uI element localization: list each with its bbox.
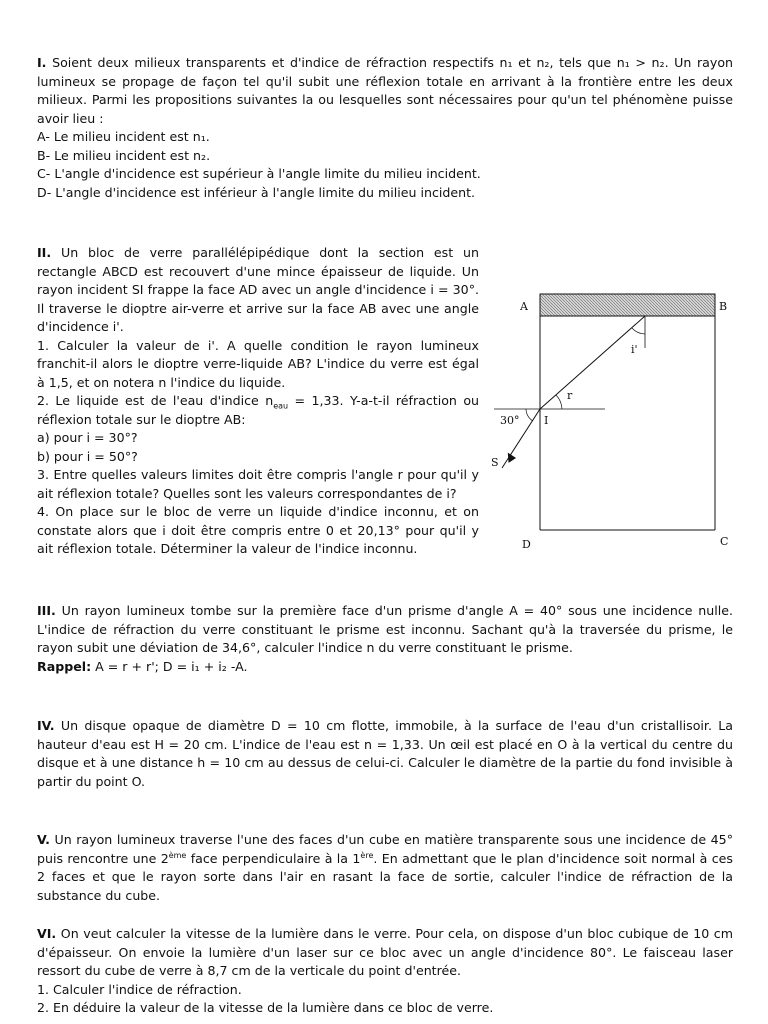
angle-iprime-arc — [632, 328, 645, 334]
exercise-5-text-b: face perpendiculaire à la 1 — [186, 850, 361, 866]
exercise-6-question-2: 2. En déduire la valeur de la vitesse de la lumière dans ce bloc de verre. — [37, 1000, 494, 1015]
exercise-6-statement — [37, 925, 733, 981]
q2-text-a: 2. Le liquide est de l'eau d'indice n — [37, 393, 274, 408]
label-angle-30: 30° — [500, 414, 520, 427]
exercise-6-question-1: 1. Calculer l'indice de réfraction. — [37, 981, 242, 997]
label-r: r — [567, 389, 573, 402]
q2-subscript: eau — [273, 401, 289, 411]
option-b: B- Le milieu incident est n₂. — [37, 147, 211, 163]
exercise-2-question-3: 3. Entre quelles valeurs limites doit être compris l'angle r pour qu'il y ait réflexion totale? Quelles sont les valeurs correspondantes de i? — [37, 467, 479, 501]
label-i: I — [544, 414, 549, 427]
exercise-1-statement — [37, 54, 733, 128]
rappel-text: A = r + r'; D = i₁ + i₂ -A. — [91, 658, 248, 674]
exercise-3 — [37, 602, 733, 676]
exercise-3-statement — [37, 602, 733, 658]
exercise-5-sup-2: ère — [360, 850, 374, 860]
exercise-5 — [37, 831, 733, 905]
exercise-1 — [37, 54, 733, 202]
incident-arrow-icon — [504, 450, 516, 462]
exercise-6-text: On veut calculer la vitesse de la lumière dans le verre. Pour cela, on dispose d'un bloc cubique de 10 cm d'épaisseur. On envoie la lumière d'un laser sur ce bloc avec un angle d'incidence 80°. Le faisceau laser ressort du cube de verre à 8,7 cm de la verticale du point d'entrée. — [37, 926, 733, 978]
exercise-2-intro — [37, 244, 479, 337]
rappel-label: Rappel: — [37, 658, 92, 674]
exercise-5-statement — [37, 831, 733, 905]
option-d: D- L'angle d'incidence est inférieur à l'angle limite du milieu incident. — [37, 184, 476, 200]
exercise-1-text: Soient deux milieux transparents et d'indice de réfraction respectifs n₁ et n₂, tels que n₁ > n₂. Un rayon lumineux se propage de façon tel qu'il subit une réflexion totale en arrivant à la frontière entre les deux milieux. Parmi les propositions suivantes la ou lesquelles sont nécessaires pour qu'un tel phénomène puisse avoir lieu : — [37, 55, 733, 126]
liquid-layer — [540, 294, 715, 316]
label-b: B — [719, 300, 728, 313]
q2-item-b: b) pour i = 50°? — [37, 448, 138, 464]
option-c: C- L'angle d'incidence est supérieur à l'angle limite du milieu incident. — [37, 166, 481, 181]
exercise-4-statement — [37, 717, 733, 791]
angle-r-arc — [556, 395, 562, 409]
exercise-4-number: IV. — [37, 718, 55, 733]
label-c: C — [720, 535, 729, 548]
exercise-2-question-1: 1. Calculer la valeur de i'. A quelle condition le rayon lumineux franchit-il alors le dioptre verre-liquide AB? L'indice du verre est égal à 1,5, et on notera n l'indice du liquide. — [37, 337, 479, 390]
q2-text-b: = 1,33. Y-a-t-il réfraction ou réflexion totale sur le dioptre AB: — [37, 393, 480, 427]
exercise-2-question-4: 4. On place sur le bloc de verre un liquide d'indice inconnu, et on constate alors que i doit être compris entre 0 et 20,13° pour qu'il y ait réflexion totale. Déterminer la valeur de l'indice inconnu. — [37, 504, 479, 556]
glass-block-diagram — [490, 290, 750, 560]
exercise-2-intro-text: Un bloc de verre parallélépipédique dont la section est un rectangle ABCD est recouvert d'une mince épaisseur de liquide. Un rayon incident SI frappe la face AD avec un angle d'incidence i = 30°. Il traverse le dioptre air-verre et arrive sur la face AB avec une angle d'incidence i'. — [37, 245, 479, 334]
exercise-5-text-a: Un rayon lumineux traverse l'une des faces d'un cube en matière transparente sous une incidence de 45° puis rencontre une 2 — [37, 832, 733, 866]
exercise-3-number: III. — [37, 603, 56, 618]
exercise-2-number: II. — [37, 245, 52, 260]
label-d: D — [522, 538, 531, 551]
exercise-6 — [37, 925, 733, 1018]
exercise-2 — [37, 244, 479, 559]
exercise-5-text-c: . En admettant que le plan d'incidence soit normal à ces 2 faces et que le rayon sorte dans l'air en rasant la face de sortie, calculer l'indice de réfraction de la substance du cube. — [37, 850, 733, 903]
exercise-5-sup-1: ème — [168, 850, 187, 860]
exercise-2-question-2 — [37, 392, 479, 429]
exercise-6-number: VI. — [37, 926, 57, 941]
exercise-5-number: V. — [37, 832, 50, 847]
q2-item-a: a) pour i = 30°? — [37, 430, 138, 445]
refracted-ray — [540, 316, 645, 409]
exercise-4-text: Un disque opaque de diamètre D = 10 cm flotte, immobile, à la surface de l'eau d'un cristallisoir. La hauteur d'eau est H = 20 cm. L'indice de l'eau est n = 1,33. Un œil est placé en O à la vertical du centre du disque et à une distance h = 10 cm au dessus de celui-ci. Calculer le diamètre de la partie du fond invisible à partir du point O. — [37, 718, 733, 789]
angle-30-arc — [526, 409, 533, 421]
exercise-4 — [37, 717, 733, 791]
rappel — [37, 658, 733, 677]
option-a: A- Le milieu incident est n₁. — [37, 129, 210, 144]
exercise-3-text: Un rayon lumineux tombe sur la première face d'un prisme d'angle A = 40° sous une incidence nulle. L'indice de réfraction du verre constituant le prisme est inconnu. Sachant qu'à la traversée du prisme, le rayon subit une déviation de 34,6°, calculer l'indice n du verre constituant le prisme. — [37, 603, 733, 655]
exercise-1-number: I. — [37, 55, 47, 70]
label-a: A — [520, 300, 528, 313]
label-s: S — [491, 456, 499, 469]
label-iprime: i' — [631, 343, 638, 356]
